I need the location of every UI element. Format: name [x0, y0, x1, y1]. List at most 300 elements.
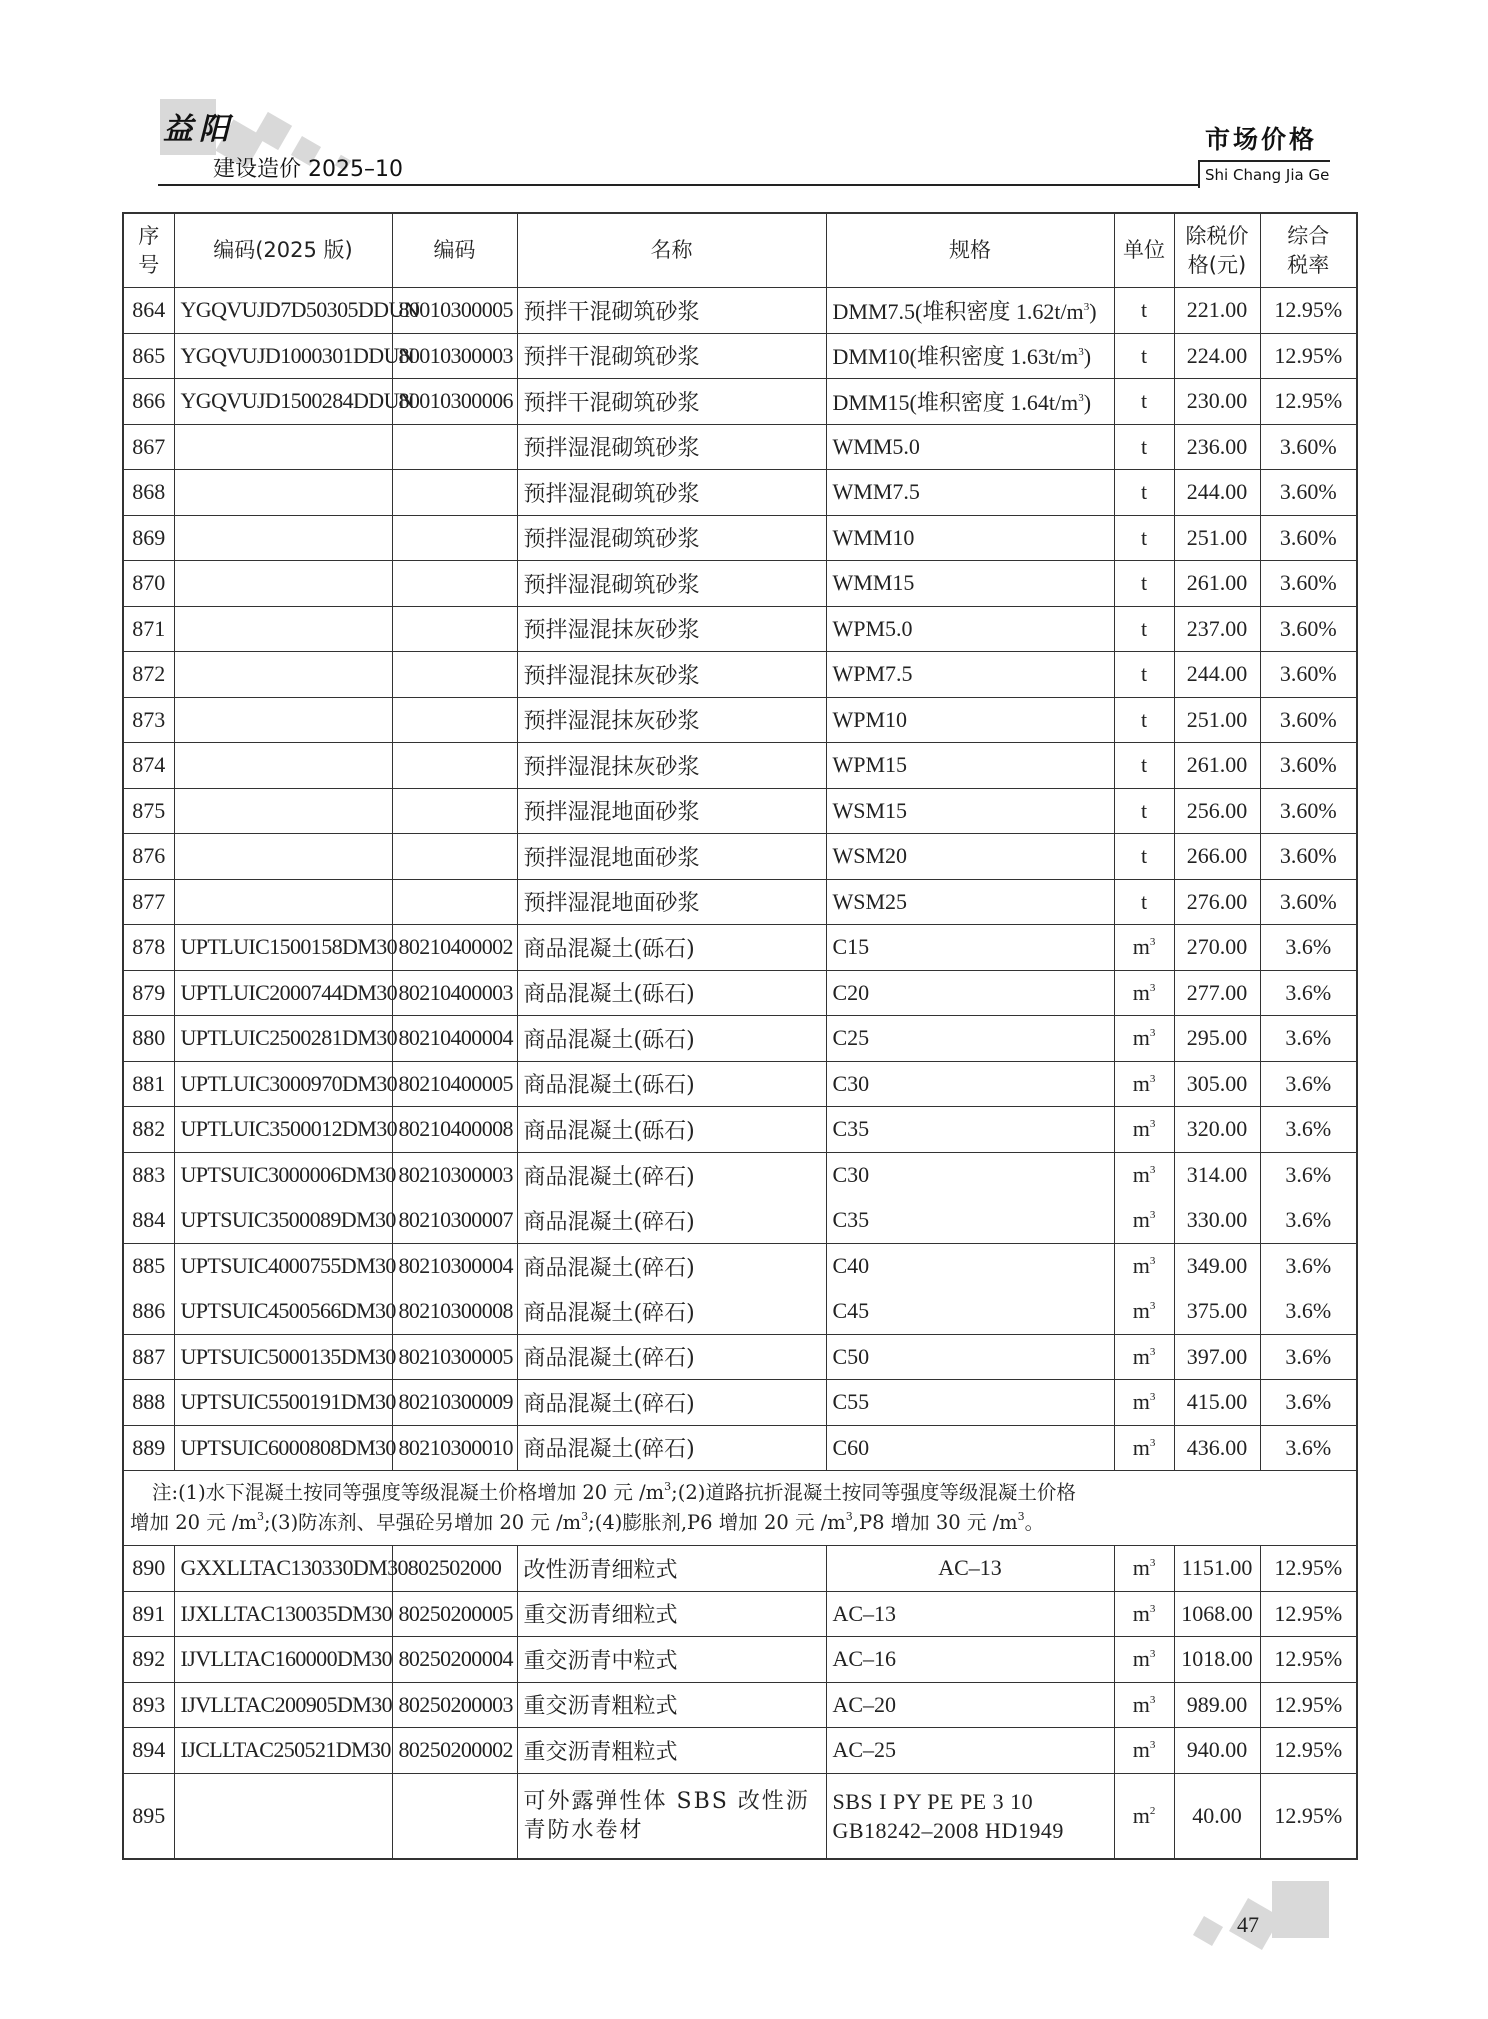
- cell-code-2025: YGQVUJD1500284DDUN: [174, 379, 392, 425]
- table-note: [123, 1471, 1357, 1546]
- cell-seq: 881: [123, 1061, 174, 1107]
- cell-unit: t: [1114, 652, 1174, 698]
- cell-price: 1151.00: [1174, 1546, 1260, 1592]
- cell-seq: 869: [123, 515, 174, 561]
- cell-code: [392, 788, 517, 834]
- cell-spec: WPM5.0: [826, 606, 1114, 652]
- cell-price: 270.00: [1174, 925, 1260, 971]
- cell-name: 预拌湿混抹灰砂浆: [517, 697, 826, 743]
- cell-name: 商品混凝土(碎石): [517, 1152, 826, 1198]
- table-row: [123, 1016, 1357, 1062]
- cell-code-2025: UPTSUIC3500089DM30: [174, 1198, 392, 1244]
- table-row: [123, 970, 1357, 1016]
- cell-name: 重交沥青粗粒式: [517, 1728, 826, 1774]
- cell-code-2025: UPTLUIC2000744DM30: [174, 970, 392, 1016]
- cell-code-2025: [174, 788, 392, 834]
- cell-spec: C45: [826, 1289, 1114, 1335]
- cell-price: 349.00: [1174, 1243, 1260, 1289]
- cell-name: 预拌湿混砌筑砂浆: [517, 424, 826, 470]
- cell-seq: 873: [123, 697, 174, 743]
- cell-code: 80210300004: [392, 1243, 517, 1289]
- cell-code: 80210400002: [392, 925, 517, 971]
- cell-seq: 871: [123, 606, 174, 652]
- cell-code: 80210300007: [392, 1198, 517, 1244]
- cell-rate: 3.6%: [1260, 1289, 1357, 1335]
- table-row: [123, 1061, 1357, 1107]
- cell-code: [392, 561, 517, 607]
- cell-name: 预拌湿混抹灰砂浆: [517, 606, 826, 652]
- table-row: [123, 1152, 1357, 1198]
- cell-name: 预拌湿混砌筑砂浆: [517, 470, 826, 516]
- table-row: [123, 788, 1357, 834]
- table-row: [123, 1591, 1357, 1637]
- cell-unit: $m^3$: [1114, 1107, 1174, 1153]
- cell-unit: t: [1114, 879, 1174, 925]
- cell-spec: AC–16: [826, 1637, 1114, 1683]
- cell-spec: C35: [826, 1107, 1114, 1153]
- cell-price: 415.00: [1174, 1380, 1260, 1426]
- cell-code: [392, 515, 517, 561]
- cell-spec: C55: [826, 1380, 1114, 1426]
- cell-price: 261.00: [1174, 743, 1260, 789]
- cell-price: 266.00: [1174, 834, 1260, 880]
- cell-seq: 879: [123, 970, 174, 1016]
- cell-price: 244.00: [1174, 470, 1260, 516]
- cell-seq: 875: [123, 788, 174, 834]
- cell-code-2025: UPTLUIC1500158DM30: [174, 925, 392, 971]
- table-row: [123, 1334, 1357, 1380]
- cell-code: 80210300008: [392, 1289, 517, 1335]
- table-row: [123, 1289, 1357, 1335]
- cell-code: [392, 606, 517, 652]
- cell-unit: $m^3$: [1114, 925, 1174, 971]
- cell-rate: 12.95%: [1260, 1591, 1357, 1637]
- cell-name: 预拌干混砌筑砂浆: [517, 288, 826, 334]
- cell-spec: C25: [826, 1016, 1114, 1062]
- cell-spec: WPM15: [826, 743, 1114, 789]
- cell-seq: 870: [123, 561, 174, 607]
- cell-price: 330.00: [1174, 1198, 1260, 1244]
- table-row: [123, 1546, 1357, 1592]
- table-row: [123, 1198, 1357, 1244]
- table-row: [123, 606, 1357, 652]
- cell-rate: 3.60%: [1260, 834, 1357, 880]
- cell-rate: 12.95%: [1260, 1728, 1357, 1774]
- cell-price: 251.00: [1174, 515, 1260, 561]
- cell-rate: 3.6%: [1260, 1016, 1357, 1062]
- cell-spec: SBS I PY PE PE 3 10 GB18242–2008 HD1949: [826, 1773, 1114, 1859]
- cell-spec: C60: [826, 1425, 1114, 1471]
- table-row: [123, 333, 1357, 379]
- cell-spec: C35: [826, 1198, 1114, 1244]
- brand-title: 益阳: [163, 112, 235, 147]
- cell-name: 预拌湿混砌筑砂浆: [517, 515, 826, 561]
- cell-unit: $m^3$: [1114, 1425, 1174, 1471]
- cell-spec: WSM20: [826, 834, 1114, 880]
- table-note-section: [123, 1471, 1357, 1546]
- header-name: 名称: [517, 213, 826, 288]
- cell-name: 商品混凝土(砾石): [517, 925, 826, 971]
- cell-spec: C50: [826, 1334, 1114, 1380]
- table-row: [123, 743, 1357, 789]
- cell-spec: AC–13: [826, 1591, 1114, 1637]
- cell-rate: 3.60%: [1260, 470, 1357, 516]
- cell-price: 305.00: [1174, 1061, 1260, 1107]
- cell-name: 重交沥青细粒式: [517, 1591, 826, 1637]
- cell-name: 商品混凝土(碎石): [517, 1243, 826, 1289]
- cell-name: 预拌湿混砌筑砂浆: [517, 561, 826, 607]
- cell-code: 80210400005: [392, 1061, 517, 1107]
- cell-spec: WSM15: [826, 788, 1114, 834]
- cell-seq: 876: [123, 834, 174, 880]
- cell-name: 商品混凝土(碎石): [517, 1334, 826, 1380]
- cell-seq: 867: [123, 424, 174, 470]
- cell-price: 40.00: [1174, 1773, 1260, 1859]
- header-rate: 综合 税率: [1260, 213, 1357, 288]
- cell-code: [392, 834, 517, 880]
- cell-rate: 3.60%: [1260, 606, 1357, 652]
- cell-price: 314.00: [1174, 1152, 1260, 1198]
- section-title: 市场价格: [1205, 125, 1318, 154]
- cell-code-2025: [174, 697, 392, 743]
- cell-price: 256.00: [1174, 788, 1260, 834]
- table-row: [123, 379, 1357, 425]
- cell-price: 261.00: [1174, 561, 1260, 607]
- cell-price: 436.00: [1174, 1425, 1260, 1471]
- cell-price: 276.00: [1174, 879, 1260, 925]
- cell-price: 224.00: [1174, 333, 1260, 379]
- cell-code: 80210300009: [392, 1380, 517, 1426]
- cell-spec: WPM7.5: [826, 652, 1114, 698]
- cell-price: 320.00: [1174, 1107, 1260, 1153]
- cell-code: 802502000: [392, 1546, 517, 1592]
- cell-seq: 886: [123, 1289, 174, 1335]
- cell-unit: $m^3$: [1114, 1198, 1174, 1244]
- cell-rate: 3.60%: [1260, 652, 1357, 698]
- cell-unit: t: [1114, 379, 1174, 425]
- cell-name: 重交沥青粗粒式: [517, 1682, 826, 1728]
- cell-code-2025: UPTLUIC3000970DM30: [174, 1061, 392, 1107]
- cell-code: [392, 743, 517, 789]
- cell-code: 80010300003: [392, 333, 517, 379]
- cell-seq: 878: [123, 925, 174, 971]
- cell-spec: WMM10: [826, 515, 1114, 561]
- table-row: [123, 288, 1357, 334]
- cell-name: 预拌湿混地面砂浆: [517, 788, 826, 834]
- cell-rate: 3.60%: [1260, 424, 1357, 470]
- table-row: [123, 515, 1357, 561]
- cell-code-2025: UPTSUIC5500191DM30: [174, 1380, 392, 1426]
- price-table: [122, 212, 1358, 1860]
- cell-code-2025: [174, 743, 392, 789]
- header-spec: 规格: [826, 213, 1114, 288]
- cell-code: 80210400003: [392, 970, 517, 1016]
- cell-seq: 882: [123, 1107, 174, 1153]
- cell-code: [392, 470, 517, 516]
- cell-price: 236.00: [1174, 424, 1260, 470]
- cell-rate: 12.95%: [1260, 1682, 1357, 1728]
- table-row: [123, 1728, 1357, 1774]
- cell-name: 重交沥青中粒式: [517, 1637, 826, 1683]
- cell-spec: AC–13: [826, 1546, 1114, 1592]
- cell-rate: 3.6%: [1260, 1425, 1357, 1471]
- cell-name: 商品混凝土(砾石): [517, 1107, 826, 1153]
- cell-spec: C40: [826, 1243, 1114, 1289]
- cell-code-2025: UPTSUIC6000808DM30: [174, 1425, 392, 1471]
- cell-code-2025: UPTSUIC4500566DM30: [174, 1289, 392, 1335]
- cell-spec: WMM15: [826, 561, 1114, 607]
- cell-unit: $m^3$: [1114, 1016, 1174, 1062]
- cell-spec: C20: [826, 970, 1114, 1016]
- cell-rate: 3.60%: [1260, 743, 1357, 789]
- cell-price: 277.00: [1174, 970, 1260, 1016]
- header-seq: 序 号: [123, 213, 174, 288]
- cell-code: 80250200004: [392, 1637, 517, 1683]
- cell-name: 商品混凝土(碎石): [517, 1425, 826, 1471]
- table-body-mortar-concrete: [123, 288, 1357, 1471]
- cell-seq: 890: [123, 1546, 174, 1592]
- table-row: [123, 1682, 1357, 1728]
- cell-name: 商品混凝土(碎石): [517, 1380, 826, 1426]
- footer-decoration-diamond: [1193, 1916, 1223, 1946]
- cell-rate: 3.6%: [1260, 1061, 1357, 1107]
- table-row: [123, 1425, 1357, 1471]
- cell-unit: $m^3$: [1114, 970, 1174, 1016]
- cell-code-2025: IJXLLTAC130035DM30: [174, 1591, 392, 1637]
- cell-unit: $m^3$: [1114, 1243, 1174, 1289]
- note-line-2: 增加 20 元 $/m^3;(3)$防冻剂、早强砼另增加 20 元 $/m^3;(4)$膨胀剂,P6 增加 20 元 $/m^3,P8$ 增加 30 元 $/m^3$。: [130, 1510, 1045, 1534]
- cell-seq: 892: [123, 1637, 174, 1683]
- cell-rate: 12.95%: [1260, 288, 1357, 334]
- cell-code: [392, 697, 517, 743]
- cell-seq: 894: [123, 1728, 174, 1774]
- cell-unit: t: [1114, 697, 1174, 743]
- cell-seq: 872: [123, 652, 174, 698]
- cell-unit: $m^3$: [1114, 1637, 1174, 1683]
- cell-price: 1068.00: [1174, 1591, 1260, 1637]
- cell-code: [392, 879, 517, 925]
- cell-name: 改性沥青细粒式: [517, 1546, 826, 1592]
- cell-code: 80210300010: [392, 1425, 517, 1471]
- cell-code-2025: [174, 515, 392, 561]
- cell-price: 251.00: [1174, 697, 1260, 743]
- cell-unit: t: [1114, 834, 1174, 880]
- cell-seq: 887: [123, 1334, 174, 1380]
- cell-seq: 895: [123, 1773, 174, 1859]
- cell-spec: AC–20: [826, 1682, 1114, 1728]
- cell-spec: WMM5.0: [826, 424, 1114, 470]
- cell-unit: $m^3$: [1114, 1152, 1174, 1198]
- cell-code: [392, 424, 517, 470]
- cell-code-2025: YGQVUJD7D50305DDUN: [174, 288, 392, 334]
- cell-rate: 3.60%: [1260, 879, 1357, 925]
- footer-decoration-square: [1272, 1881, 1329, 1938]
- cell-rate: 3.60%: [1260, 697, 1357, 743]
- cell-code: 80250200003: [392, 1682, 517, 1728]
- cell-code-2025: YGQVUJD1000301DDUN: [174, 333, 392, 379]
- cell-rate: 3.60%: [1260, 788, 1357, 834]
- cell-name: 商品混凝土(碎石): [517, 1198, 826, 1244]
- cell-code-2025: [174, 424, 392, 470]
- cell-seq: 891: [123, 1591, 174, 1637]
- cell-code: [392, 652, 517, 698]
- cell-name: 商品混凝土(碎石): [517, 1289, 826, 1335]
- cell-unit: t: [1114, 424, 1174, 470]
- table-row: [123, 470, 1357, 516]
- table-header-row: [123, 213, 1357, 288]
- cell-unit: $m^3$: [1114, 1380, 1174, 1426]
- cell-rate: 12.95%: [1260, 1637, 1357, 1683]
- cell-spec: DMM7.5(堆积密度 $1.62t/m^3$): [826, 288, 1114, 334]
- cell-unit: $m^3$: [1114, 1682, 1174, 1728]
- cell-rate: 3.6%: [1260, 1243, 1357, 1289]
- table-row: [123, 1243, 1357, 1289]
- cell-price: 244.00: [1174, 652, 1260, 698]
- table-row: [123, 925, 1357, 971]
- cell-spec: C15: [826, 925, 1114, 971]
- cell-name: 预拌湿混抹灰砂浆: [517, 743, 826, 789]
- table-row: [123, 879, 1357, 925]
- cell-rate: 3.6%: [1260, 1107, 1357, 1153]
- cell-code: 80210300003: [392, 1152, 517, 1198]
- cell-code-2025: UPTSUIC4000755DM30: [174, 1243, 392, 1289]
- cell-unit: $m^3$: [1114, 1728, 1174, 1774]
- cell-code-2025: GXXLLTAC130330DM30: [174, 1546, 392, 1592]
- page-number: 47: [1237, 1912, 1259, 1937]
- cell-rate: 12.95%: [1260, 1546, 1357, 1592]
- cell-unit: t: [1114, 561, 1174, 607]
- cell-code-2025: [174, 470, 392, 516]
- cell-spec: WSM25: [826, 879, 1114, 925]
- cell-spec: C30: [826, 1061, 1114, 1107]
- table-row: [123, 561, 1357, 607]
- cell-code-2025: [174, 879, 392, 925]
- table-row: [123, 652, 1357, 698]
- header-code-2025: 编码(2025 版): [174, 213, 392, 288]
- cell-name: 预拌湿混抹灰砂浆: [517, 652, 826, 698]
- cell-unit: $m^3$: [1114, 1591, 1174, 1637]
- cell-code: 80010300005: [392, 288, 517, 334]
- cell-unit: t: [1114, 606, 1174, 652]
- cell-name: 预拌湿混地面砂浆: [517, 879, 826, 925]
- cell-price: 940.00: [1174, 1728, 1260, 1774]
- cell-spec: AC–25: [826, 1728, 1114, 1774]
- cell-rate: 3.6%: [1260, 1334, 1357, 1380]
- header-unit: 单位: [1114, 213, 1174, 288]
- cell-seq: 889: [123, 1425, 174, 1471]
- cell-rate: 3.60%: [1260, 561, 1357, 607]
- cell-name: 可外露弹性体 SBS 改性沥青防水卷材: [517, 1773, 826, 1859]
- cell-seq: 888: [123, 1380, 174, 1426]
- cell-code-2025: UPTSUIC5000135DM30: [174, 1334, 392, 1380]
- cell-seq: 866: [123, 379, 174, 425]
- cell-spec: WMM7.5: [826, 470, 1114, 516]
- cell-code-2025: [174, 561, 392, 607]
- cell-seq: 865: [123, 333, 174, 379]
- cell-spec: DMM15(堆积密度 $1.64t/m^3$): [826, 379, 1114, 425]
- cell-code-2025: IJCLLTAC250521DM30: [174, 1728, 392, 1774]
- cell-spec: C30: [826, 1152, 1114, 1198]
- cell-code-2025: IJVLLTAC200905DM30: [174, 1682, 392, 1728]
- cell-unit: $m^3$: [1114, 1334, 1174, 1380]
- cell-code-2025: [174, 834, 392, 880]
- cell-code-2025: UPTLUIC3500012DM30: [174, 1107, 392, 1153]
- cell-price: 230.00: [1174, 379, 1260, 425]
- section-subtitle: Shi Chang Jia Ge: [1205, 166, 1330, 184]
- cell-name: 商品混凝土(砾石): [517, 970, 826, 1016]
- cell-code-2025: UPTSUIC3000006DM30: [174, 1152, 392, 1198]
- cell-price: 237.00: [1174, 606, 1260, 652]
- table-row: [123, 424, 1357, 470]
- cell-rate: 3.6%: [1260, 925, 1357, 971]
- cell-seq: 884: [123, 1198, 174, 1244]
- cell-unit: t: [1114, 333, 1174, 379]
- cell-rate: 3.6%: [1260, 970, 1357, 1016]
- cell-name: 商品混凝土(砾石): [517, 1016, 826, 1062]
- cell-unit: $m^3$: [1114, 1061, 1174, 1107]
- cell-code: 80210300005: [392, 1334, 517, 1380]
- cell-code-2025: [174, 606, 392, 652]
- cell-code-2025: UPTLUIC2500281DM30: [174, 1016, 392, 1062]
- table-row: [123, 834, 1357, 880]
- header-price: 除税价 格(元): [1174, 213, 1260, 288]
- cell-code: 80010300006: [392, 379, 517, 425]
- table-row: [123, 1637, 1357, 1683]
- cell-seq: 874: [123, 743, 174, 789]
- cell-seq: 885: [123, 1243, 174, 1289]
- cell-code: [392, 1773, 517, 1859]
- cell-unit: t: [1114, 288, 1174, 334]
- cell-unit: $m^3$: [1114, 1546, 1174, 1592]
- cell-code-2025: [174, 652, 392, 698]
- cell-unit: t: [1114, 515, 1174, 561]
- table-row: [123, 697, 1357, 743]
- cell-unit: $m^3$: [1114, 1289, 1174, 1335]
- header-code: 编码: [392, 213, 517, 288]
- publication-title: 建设造价 2025–10: [213, 157, 403, 182]
- cell-name: 预拌干混砌筑砂浆: [517, 379, 826, 425]
- cell-rate: 12.95%: [1260, 1773, 1357, 1859]
- cell-spec: DMM10(堆积密度 $1.63t/m^3$): [826, 333, 1114, 379]
- cell-code: 80210400008: [392, 1107, 517, 1153]
- cell-seq: 893: [123, 1682, 174, 1728]
- table-body-asphalt: [123, 1546, 1357, 1859]
- cell-price: 1018.00: [1174, 1637, 1260, 1683]
- cell-rate: 3.60%: [1260, 515, 1357, 561]
- cell-spec: WPM10: [826, 697, 1114, 743]
- cell-seq: 877: [123, 879, 174, 925]
- table-row: [123, 1107, 1357, 1153]
- cell-rate: 3.6%: [1260, 1152, 1357, 1198]
- cell-code-2025: IJVLLTAC160000DM30: [174, 1637, 392, 1683]
- cell-unit: t: [1114, 788, 1174, 834]
- cell-price: 221.00: [1174, 288, 1260, 334]
- cell-rate: 12.95%: [1260, 333, 1357, 379]
- cell-price: 989.00: [1174, 1682, 1260, 1728]
- note-line-1: 注:(1)水下混凝土按同等强度等级混凝土价格增加 20 元 $/m^3;(2)$道路抗折混凝土按同等强度等级混凝土价格: [152, 1480, 1076, 1504]
- cell-rate: 3.6%: [1260, 1198, 1357, 1244]
- cell-code: 80210400004: [392, 1016, 517, 1062]
- cell-code-2025: [174, 1773, 392, 1859]
- cell-price: 375.00: [1174, 1289, 1260, 1335]
- cell-unit: $m^2$: [1114, 1773, 1174, 1859]
- table-row: [123, 1380, 1357, 1426]
- cell-unit: t: [1114, 470, 1174, 516]
- cell-code: 80250200005: [392, 1591, 517, 1637]
- cell-seq: 883: [123, 1152, 174, 1198]
- cell-seq: 864: [123, 288, 174, 334]
- cell-rate: 3.6%: [1260, 1380, 1357, 1426]
